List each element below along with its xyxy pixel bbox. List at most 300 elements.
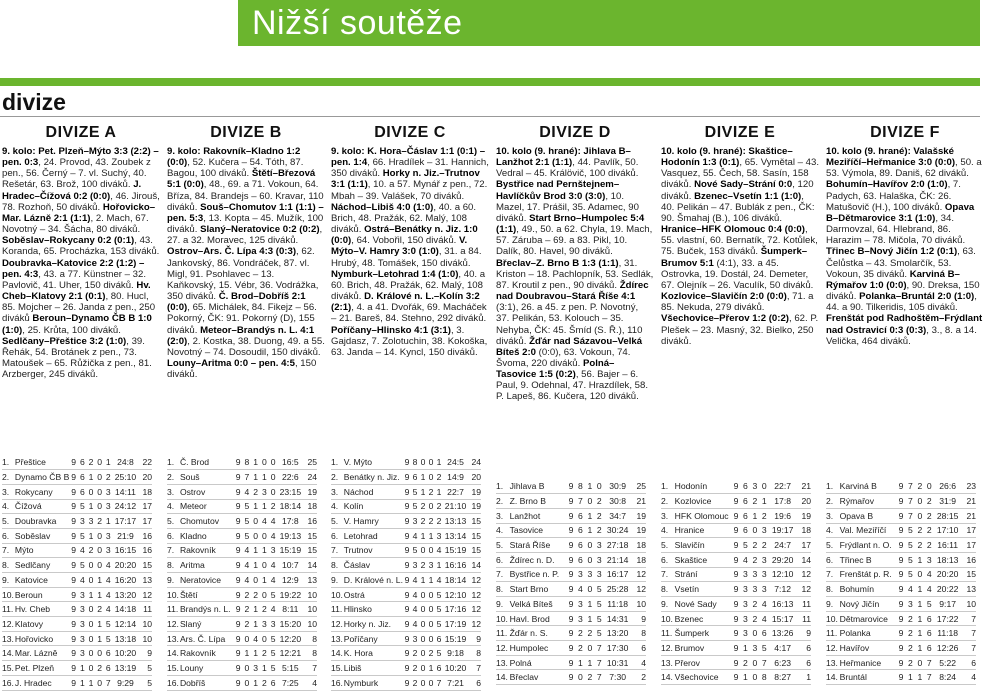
table-cell: 2 xyxy=(585,626,594,641)
table-cell: 9 xyxy=(234,499,243,514)
table-cell: 9 xyxy=(234,514,243,529)
table-cell: 1 xyxy=(251,455,260,470)
table-cell: 9 xyxy=(69,573,78,588)
table-cell: 0 xyxy=(242,631,251,646)
table-cell: 2 xyxy=(925,494,934,509)
division-title: DIVIZE E xyxy=(704,124,776,141)
table-cell: 0 xyxy=(87,602,96,617)
table-cell: Louny xyxy=(180,661,234,676)
table-cell: 5 xyxy=(138,675,152,690)
table-row xyxy=(826,552,976,567)
table-cell: 0 xyxy=(427,455,435,470)
match-result: Ždírec nad Doubravou–Stará Říše 4:1 xyxy=(496,279,649,303)
table-cell: 23:15 xyxy=(277,484,303,499)
table-cell: 3 xyxy=(741,626,750,641)
match-details: , 63. Čelůstka – 43. Smolarčík, 53. Vokoun, 35 diváků. xyxy=(826,246,976,280)
table-cell: 6 xyxy=(104,646,113,661)
table-cell: 4. xyxy=(331,499,344,514)
table-cell: 9:18 xyxy=(443,646,468,661)
table-cell: 1. xyxy=(331,455,344,470)
table-cell: 1 xyxy=(585,597,594,612)
table-row xyxy=(661,494,811,509)
table-cell: 2 xyxy=(760,508,769,523)
table-cell: 20 xyxy=(138,470,152,485)
table-cell: 9 xyxy=(896,567,905,582)
table-cell: 9 xyxy=(403,631,411,646)
table-cell: 19 xyxy=(468,484,481,499)
table-cell: 2 xyxy=(750,611,759,626)
table-cell: 3. xyxy=(167,484,180,499)
table-cell: 9 xyxy=(234,646,243,661)
table-cell: 9 xyxy=(896,494,905,509)
table-row xyxy=(167,661,317,676)
table-cell: 0 xyxy=(427,499,435,514)
table-cell: 17:17 xyxy=(113,514,139,529)
table-cell: 1 xyxy=(585,655,594,670)
table-cell: 5 xyxy=(242,528,251,543)
division-column xyxy=(167,124,325,380)
table-cell: 4 xyxy=(269,558,278,573)
table-cell: 4. xyxy=(496,523,510,538)
table-cell: 1 xyxy=(95,573,104,588)
table-cell: Čížová xyxy=(15,499,69,514)
table-cell: Beroun xyxy=(15,587,69,602)
table-cell: 17:8 xyxy=(769,494,796,509)
table-row xyxy=(826,567,976,582)
table-cell: 10:31 xyxy=(604,655,631,670)
table-cell: 10 xyxy=(138,617,152,632)
table-cell: 6. xyxy=(661,552,675,567)
table-cell: 9 xyxy=(731,626,740,641)
match-result: Frenštát pod Radhoštěm–Frýdlant nad Ostravicí 0:3 (0:3) xyxy=(826,313,983,336)
table-cell: 9 xyxy=(69,587,78,602)
match-details: , 48., 69. a 71. Vokoun, 64. Bříza, 84. Brandejs – 60. Kravar, 110 diváků. xyxy=(167,179,324,213)
table-cell: 2 xyxy=(427,514,435,529)
match-details: , 52. Kučera – 54. Tóth, 87. Bagou, 100 diváků. xyxy=(167,157,304,180)
table-cell: Slaný xyxy=(180,617,234,632)
table-cell: 6 xyxy=(631,641,646,656)
match-details: , 120 diváků. xyxy=(661,179,814,202)
table-row xyxy=(496,567,646,582)
table-cell: 9 xyxy=(69,661,78,676)
table-cell: 1. xyxy=(2,455,15,470)
match-result: Štětí–Březová 5:1 (0:0) xyxy=(167,168,316,191)
table-cell: 16 xyxy=(138,543,152,558)
table-cell: 23 xyxy=(961,479,976,494)
table-cell: 25 xyxy=(303,455,317,470)
table-cell: Aritma xyxy=(180,558,234,573)
table-cell: Dobříš xyxy=(180,675,234,690)
match-result: Doubravka–Katovice 2:2 (1:2) – pen. 4:3 xyxy=(2,257,145,280)
table-cell: 7 xyxy=(906,494,915,509)
table-cell: 3 xyxy=(906,597,915,612)
table-cell: 3 xyxy=(750,641,759,656)
table-cell: 16:13 xyxy=(769,597,796,612)
table-cell: 21 xyxy=(961,494,976,509)
table-cell: 9 xyxy=(69,543,78,558)
table-cell: 13 xyxy=(138,573,152,588)
table-cell: 7 xyxy=(595,641,604,656)
match-details: , 62. Jankovský, 86. Vondráček, 87. vl. Migl, 91. Psohlavec – 13. Kaňkovský, 15. Vébr, 36. Vodrážka, 350 diváků. xyxy=(167,246,319,303)
table-row xyxy=(826,508,976,523)
table-cell: 12. xyxy=(167,617,180,632)
match-result: Šumperk–Brumov 5:1 xyxy=(661,246,808,269)
table-cell: 7 xyxy=(760,655,769,670)
table-cell: 9. xyxy=(2,573,15,588)
table-cell: 0 xyxy=(419,661,427,676)
table-cell: 2 xyxy=(419,558,427,573)
table-cell: 0 xyxy=(95,484,104,499)
table-cell: 15 xyxy=(303,528,317,543)
table-cell: 0 xyxy=(760,479,769,494)
table-row xyxy=(331,602,481,617)
table-cell: 9 xyxy=(731,494,740,509)
table-cell: 31:9 xyxy=(934,494,961,509)
table-cell: 2 xyxy=(750,538,759,553)
table-cell: 13:14 xyxy=(443,528,468,543)
table-row xyxy=(661,655,811,670)
table-row xyxy=(826,494,976,509)
table-cell: 9 xyxy=(403,514,411,529)
table-cell: K. Hora xyxy=(344,646,403,661)
table-cell: 0 xyxy=(925,479,934,494)
table-cell: 5. xyxy=(496,538,510,553)
table-row xyxy=(826,582,976,597)
table-cell: 18:14 xyxy=(443,573,468,588)
table-cell: 0 xyxy=(427,675,435,690)
match-details: , 50. a 53. Výmola, 89. Daniš, 62 diváků. xyxy=(826,157,982,180)
table-cell: 4 xyxy=(78,543,87,558)
match-details: (4:1), 33. a 45. Ostrovka, 19. Dostál, 24. Demeter, 67. Olejník – 26. Vaculík, 50 diváků. xyxy=(661,257,814,291)
table-cell: 5:15 xyxy=(277,661,303,676)
table-cell: 2 xyxy=(915,538,924,553)
table-cell: 3 xyxy=(750,479,759,494)
table-cell: 17:16 xyxy=(443,602,468,617)
table-cell: 1 xyxy=(251,470,260,485)
table-cell: 9 xyxy=(566,597,575,612)
table-cell: 5 xyxy=(906,552,915,567)
table-cell: 7 xyxy=(906,508,915,523)
table-cell: 3 xyxy=(260,617,269,632)
table-cell: 18 xyxy=(796,523,811,538)
table-cell: 0 xyxy=(260,558,269,573)
table-cell: 9 xyxy=(896,655,905,670)
table-cell: 2 xyxy=(95,514,104,529)
match-result: Žďár nad Sázavou–Velká Bíteš 2:0 xyxy=(496,335,643,358)
table-cell: 0 xyxy=(419,675,427,690)
table-cell: 1 xyxy=(585,523,594,538)
table-row xyxy=(167,573,317,588)
table-cell: 12:20 xyxy=(277,631,303,646)
table-cell: 2 xyxy=(925,508,934,523)
table-cell: 1 xyxy=(427,528,435,543)
table-cell: Hodonín xyxy=(675,479,732,494)
table-cell: 9 xyxy=(566,508,575,523)
table-cell: 18 xyxy=(631,538,646,553)
match-details: , 62. P. Plešek – 23. Masný, 32. Bielko, 250 diváků. xyxy=(661,313,819,347)
table-cell: 9 xyxy=(731,597,740,612)
table-cell: 4 xyxy=(104,602,113,617)
table-cell: 9 xyxy=(69,528,78,543)
standings-table xyxy=(167,455,317,691)
table-cell: 1 xyxy=(915,611,924,626)
table-row xyxy=(331,617,481,632)
table-cell: 9 xyxy=(896,641,905,656)
table-cell: 7. xyxy=(167,543,180,558)
table-row xyxy=(826,611,976,626)
match-details: , 80. Hucl, 85. Mojcher – 26. Janda z pen., 250 diváků xyxy=(2,291,156,325)
table-cell: 1. xyxy=(661,479,675,494)
table-cell: 6 xyxy=(741,508,750,523)
table-cell: 26:6 xyxy=(934,479,961,494)
table-cell: 6. xyxy=(826,552,840,567)
table-cell: 15 xyxy=(138,558,152,573)
table-cell: 12:26 xyxy=(934,641,961,656)
table-cell: 2 xyxy=(435,514,443,529)
match-result: Slaný–Neratovice 0:2 (0:2) xyxy=(200,224,320,236)
table-cell: 15:19 xyxy=(277,543,303,558)
table-cell: 1 xyxy=(760,494,769,509)
table-cell: 3 xyxy=(78,602,87,617)
table-cell: 4 xyxy=(269,528,278,543)
table-cell: 1. xyxy=(826,479,840,494)
table-cell: 4 xyxy=(411,602,419,617)
table-row xyxy=(331,455,481,470)
table-cell: 28:15 xyxy=(934,508,961,523)
table-cell: 14 xyxy=(303,558,317,573)
table-cell: 14 xyxy=(468,558,481,573)
table-cell: 18:13 xyxy=(934,552,961,567)
table-cell: 5:22 xyxy=(934,655,961,670)
table-cell: 4 xyxy=(269,514,278,529)
table-cell: 3 xyxy=(741,611,750,626)
table-cell: 5 xyxy=(269,631,278,646)
match-result: J. Hradec–Čížová 0:2 (0:0) xyxy=(2,179,142,202)
table-cell: Z. Brno B xyxy=(510,494,567,509)
table-cell: 12. xyxy=(2,617,15,632)
table-row xyxy=(826,670,976,685)
match-details: , 39. Řehák, 54. Brotánek z pen., 73. Matoušek – 65. Růžička z pen., 81. Arzberger, 245 diváků. xyxy=(2,335,152,381)
table-row xyxy=(661,582,811,597)
table-row xyxy=(496,523,646,538)
table-cell: 21 xyxy=(631,494,646,509)
table-cell: 2 xyxy=(242,587,251,602)
table-cell: 0 xyxy=(585,552,594,567)
table-cell: 5. xyxy=(826,538,840,553)
table-cell: 14:18 xyxy=(113,602,139,617)
table-cell: 11. xyxy=(331,602,344,617)
table-cell: 18 xyxy=(303,499,317,514)
table-cell: 5 xyxy=(595,582,604,597)
table-cell: 1. xyxy=(167,455,180,470)
table-cell: 9 xyxy=(234,484,243,499)
table-cell: 4 xyxy=(260,514,269,529)
table-cell: 5 xyxy=(925,597,934,612)
table-cell: 14:9 xyxy=(443,470,468,485)
table-cell: 14. xyxy=(826,670,840,685)
table-cell: 1 xyxy=(435,455,443,470)
match-report xyxy=(826,146,984,347)
match-result: Hořovicko–Mar. Lázně 2:1 (1:1) xyxy=(2,201,156,224)
table-cell: 3 xyxy=(741,582,750,597)
table-cell: Čáslav xyxy=(344,558,403,573)
table-cell: 4 xyxy=(303,675,317,690)
table-cell: 4 xyxy=(411,573,419,588)
table-row xyxy=(167,602,317,617)
match-result: 10. kolo (9. hrané): Skaštice–Hodonín 1:3 (0:1) xyxy=(661,146,793,169)
table-cell: Val. Meziříčí xyxy=(840,523,897,538)
table-cell: 3 xyxy=(427,558,435,573)
table-cell: 7 xyxy=(576,494,585,509)
table-cell: 3 xyxy=(595,538,604,553)
table-cell: 4 xyxy=(925,567,934,582)
table-cell: 0 xyxy=(95,528,104,543)
table-cell: 6. xyxy=(331,528,344,543)
match-details: , 55. vlastní, 60. Bernatík, 72. Kotůlek, 75. Buček, 153 diváků. xyxy=(661,224,818,258)
table-cell: 4 xyxy=(269,602,278,617)
table-cell: 0 xyxy=(95,499,104,514)
match-details: , 13. Kopta – 45. Mužík, 100 diváků. xyxy=(167,212,324,236)
table-cell: 9 xyxy=(403,675,411,690)
green-divider xyxy=(0,78,980,86)
table-cell: 5 xyxy=(741,538,750,553)
table-cell: 9 xyxy=(896,479,905,494)
table-row xyxy=(826,479,976,494)
table-cell: 9 xyxy=(896,508,905,523)
table-cell: 24 xyxy=(303,470,317,485)
table-cell: 4 xyxy=(576,582,585,597)
table-cell: 8 xyxy=(242,455,251,470)
table-cell: Tasovice xyxy=(510,523,567,538)
table-row xyxy=(331,499,481,514)
table-cell: 8:24 xyxy=(934,670,961,685)
table-row xyxy=(826,641,976,656)
table-cell: 2 xyxy=(595,494,604,509)
table-cell: 1 xyxy=(915,626,924,641)
table-cell: 2. xyxy=(661,494,675,509)
table-cell: 22:7 xyxy=(769,479,796,494)
division-column xyxy=(2,124,160,380)
table-cell: 2 xyxy=(435,499,443,514)
table-row xyxy=(167,455,317,470)
table-row xyxy=(661,567,811,582)
table-cell: 22:7 xyxy=(443,484,468,499)
table-cell: 18:14 xyxy=(277,499,303,514)
match-result: Třinec B–Nový Jičín 1:2 (0:1) xyxy=(826,246,958,258)
table-cell: 9 xyxy=(69,484,78,499)
table-cell: 0 xyxy=(419,646,427,661)
table-cell: 9 xyxy=(69,470,78,485)
table-cell: Humpolec xyxy=(510,641,567,656)
table-cell: 5 xyxy=(269,587,278,602)
division-title: DIVIZE D xyxy=(539,124,611,141)
table-cell: 9 xyxy=(796,626,811,641)
table-cell: Meteor xyxy=(180,499,234,514)
table-cell: 17 xyxy=(961,538,976,553)
table-cell: 3. xyxy=(661,508,675,523)
table-cell: 1 xyxy=(251,617,260,632)
table-cell: 8. xyxy=(331,558,344,573)
table-cell: 13. xyxy=(826,655,840,670)
table-cell: 14:31 xyxy=(604,611,631,626)
table-cell: Hlinsko xyxy=(344,602,403,617)
match-details: , 150 diváků. xyxy=(167,357,317,381)
match-details: , 44. a 90. Tilkeridis, 105 diváků. xyxy=(826,291,977,314)
table-cell: 21 xyxy=(961,508,976,523)
table-row xyxy=(496,626,646,641)
table-cell: Mar. Lázně xyxy=(15,646,69,661)
table-row xyxy=(2,617,152,632)
table-cell: 2 xyxy=(906,655,915,670)
table-cell: 4 xyxy=(411,587,419,602)
table-cell: Kozlovice xyxy=(675,494,732,509)
match-result: 9. kolo: Rakovník–Kladno 1:2 (0:0) xyxy=(167,146,301,169)
table-row xyxy=(496,494,646,509)
table-cell: Katovice xyxy=(15,573,69,588)
table-cell: 4 xyxy=(242,484,251,499)
table-cell: 9 xyxy=(631,611,646,626)
table-row xyxy=(496,655,646,670)
table-cell: 6 xyxy=(925,611,934,626)
table-cell: 3 xyxy=(78,617,87,632)
table-cell: 1 xyxy=(741,641,750,656)
table-cell: 30:9 xyxy=(604,479,631,494)
table-cell: 9 xyxy=(403,484,411,499)
table-cell: 6 xyxy=(435,661,443,676)
table-cell: 1 xyxy=(435,484,443,499)
match-details: , 4. a 41. Dvořák, 69. Macháček – 21. Bareš, 84. Stehno, 292 diváků. xyxy=(331,302,487,325)
table-cell: 10. xyxy=(661,611,675,626)
table-cell: 8:27 xyxy=(769,670,796,685)
table-cell: 10. xyxy=(496,611,510,626)
table-cell: 3 xyxy=(78,514,87,529)
table-cell: 6 xyxy=(576,538,585,553)
table-cell: 9 xyxy=(403,602,411,617)
table-cell: 7. xyxy=(826,567,840,582)
table-cell: Rokycany xyxy=(15,484,69,499)
match-details: , 65. Vymětal – 43. Vasquez, 55. Čech, 58. Sasín, 158 diváků. xyxy=(661,157,819,191)
match-report xyxy=(2,146,160,380)
table-cell: 5 xyxy=(435,617,443,632)
table-cell: 2 xyxy=(419,499,427,514)
table-cell: Start Brno xyxy=(510,582,567,597)
table-cell: 0 xyxy=(251,573,260,588)
table-cell: 3 xyxy=(576,611,585,626)
table-cell: 19:6 xyxy=(769,508,796,523)
table-cell: Jihlava B xyxy=(510,479,567,494)
table-cell: 7. xyxy=(331,543,344,558)
table-cell: 9 xyxy=(234,617,243,632)
table-cell: 9 xyxy=(731,538,740,553)
table-cell: 5 xyxy=(435,646,443,661)
table-cell: 5 xyxy=(269,661,278,676)
table-cell: Velká Bíteš xyxy=(510,597,567,612)
table-cell: 4. xyxy=(661,523,675,538)
table-cell: Frenštát p. R. xyxy=(840,567,897,582)
table-cell: 6 xyxy=(925,641,934,656)
table-cell: 8 xyxy=(411,455,419,470)
division-column xyxy=(331,124,489,358)
table-cell: 24 xyxy=(468,455,481,470)
table-cell: 12 xyxy=(796,567,811,582)
table-row xyxy=(2,675,152,690)
table-cell: 4 xyxy=(269,573,278,588)
table-cell: 3. xyxy=(331,484,344,499)
table-cell: 2 xyxy=(595,508,604,523)
table-cell: 12 xyxy=(468,573,481,588)
table-cell: Klatovy xyxy=(15,617,69,632)
table-cell: 9 xyxy=(403,470,411,485)
